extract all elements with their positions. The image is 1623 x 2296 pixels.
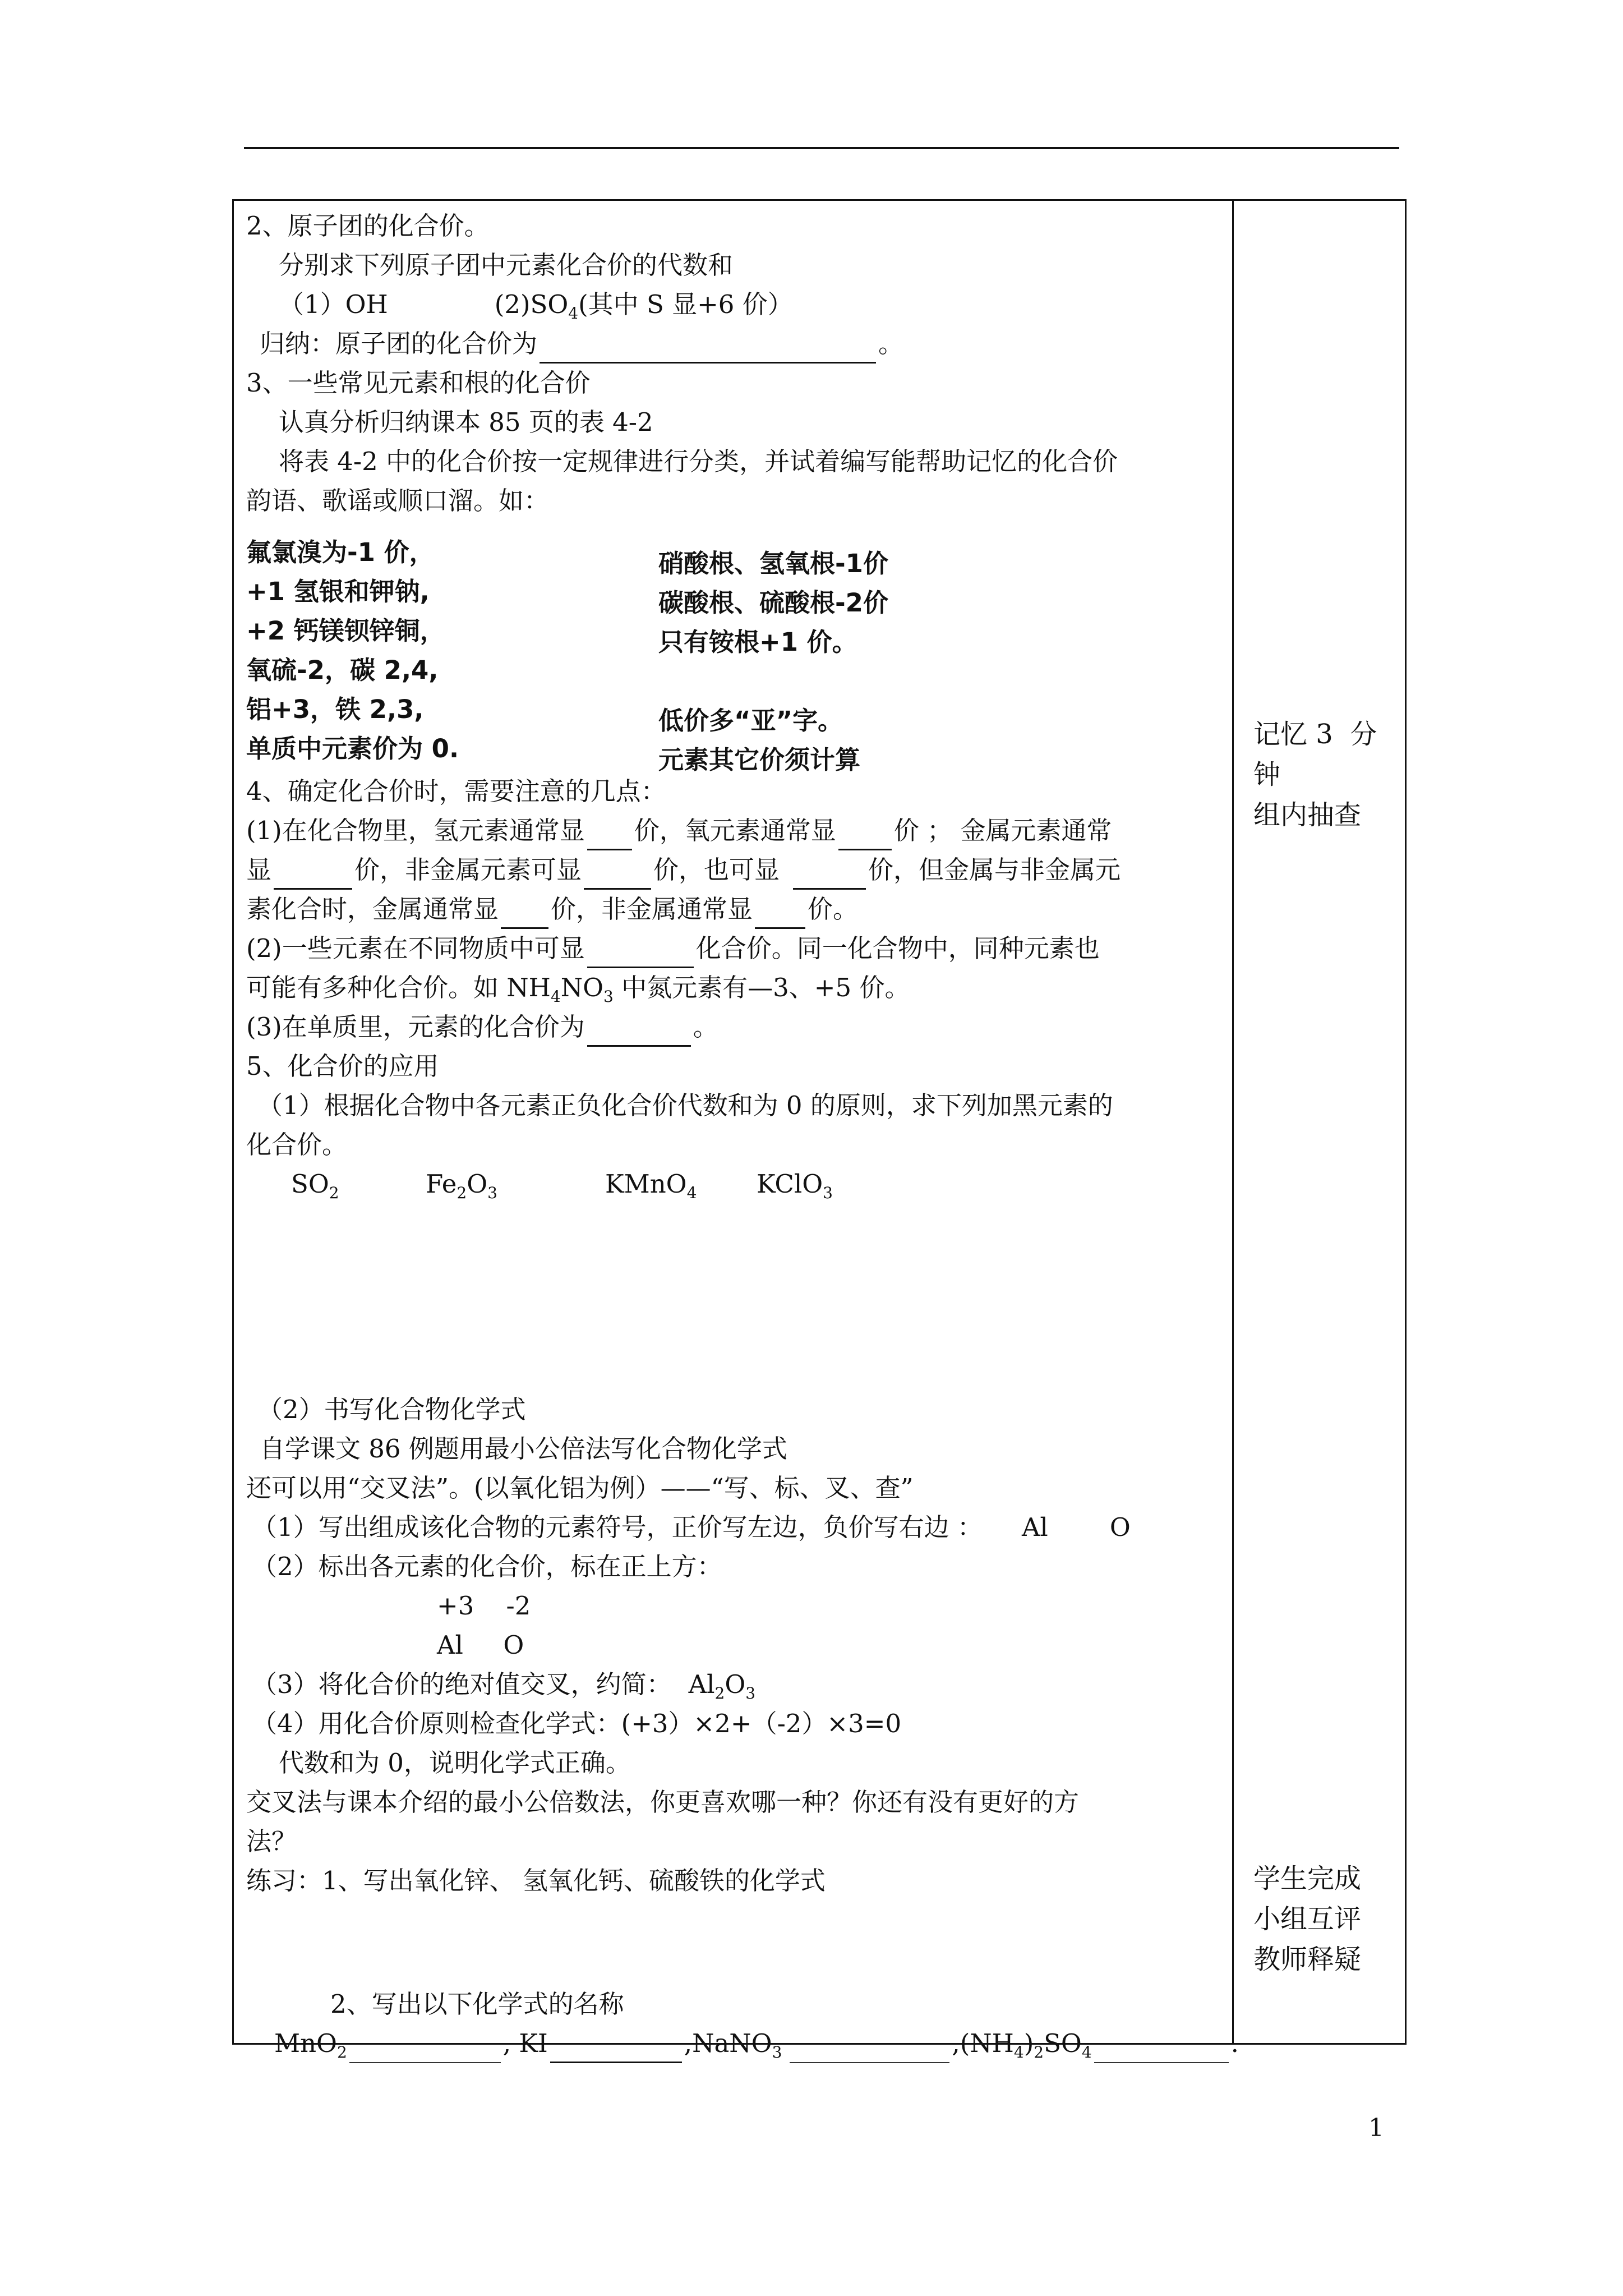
formula-names-line: MnO$_2$ , KI ,NaNO$_3$ $,(NH_4)_2SO_4$ . xyxy=(274,2024,1239,2063)
side-note: 小组互评 xyxy=(1253,1903,1362,1935)
instruction-line: 分别求下列原子团中元素化合价的代数和 xyxy=(279,250,734,280)
rhyme-line: 氧硫-2，碳 2,4, xyxy=(246,655,439,685)
rhyme-line: +1 氢银和钾钠, xyxy=(246,577,430,606)
section-application-heading: 5、化合价的应用 xyxy=(246,1051,439,1081)
answer-blank[interactable] xyxy=(587,941,694,968)
answer-blank[interactable] xyxy=(584,862,651,890)
side-note: 教师释疑 xyxy=(1253,1944,1362,1975)
section-notes-heading: 4、确定化合价时，需要注意的几点： xyxy=(246,776,666,806)
instruction-line: 认真分析归纳课本 85 页的表 4-2 xyxy=(279,407,653,437)
answer-blank[interactable] xyxy=(349,2036,501,2063)
answer-blank[interactable] xyxy=(540,336,876,364)
step-line: （3）将化合价的绝对值交叉，约简： $Al_2O_3$ xyxy=(252,1669,756,1703)
instruction-line: 将表 4-2 中的化合价按一定规律进行分类，并试着编写能帮助记忆的化合价 xyxy=(279,447,1118,476)
answer-blank[interactable] xyxy=(587,1019,691,1047)
rhyme-line: 单质中元素价为 0. xyxy=(246,734,459,763)
column-divider xyxy=(1232,201,1234,2043)
formula-kmno4: KMnO$_4$ xyxy=(605,1169,697,1202)
teacher-notes-column xyxy=(1253,201,1399,2043)
rhyme-line: 元素其它价须计算 xyxy=(658,745,861,775)
side-note: 记忆 3 分 xyxy=(1253,719,1377,750)
step-line: （2）标出各元素的化合价，标在正上方： xyxy=(252,1552,722,1581)
valence-marks: +3 -2 xyxy=(437,1591,531,1621)
side-note: 学生完成 xyxy=(1253,1863,1362,1894)
answer-blank[interactable] xyxy=(790,2036,949,2063)
step-line: （4）用化合价原则检查化学式：(+3）×2+（-2）×3=0 xyxy=(252,1709,902,1738)
answer-blank[interactable] xyxy=(838,823,892,850)
section-atomic-group-heading: 2、原子团的化合价。 xyxy=(246,211,490,241)
exercise-line: 练习：1、写出氧化锌、 氢氧化钙、硫酸铁的化学式 xyxy=(246,1866,826,1895)
subsection-heading: （2）书写化合物化学式 xyxy=(257,1395,526,1424)
fill-in-line: (3)在单质里，元素的化合价为 。 xyxy=(246,1007,718,1047)
fill-in-line: (2)一些元素在不同物质中可显 化合价。同一化合物中，同种元素也 xyxy=(246,929,1100,968)
exercise-oh-so4: （1）OH $(2)SO_4$(其中 S 显+6 价） xyxy=(279,289,793,323)
instruction-line: （1）根据化合物中各元素正负化合价代数和为 0 的原则，求下列加黑元素的 xyxy=(257,1091,1113,1120)
summary-line: 归纳：原子团的化合价为 。 xyxy=(260,324,903,364)
question-line: 交叉法与课本介绍的最小公倍数法，你更喜欢哪一种？你还有没有更好的方 xyxy=(246,1787,1080,1817)
rhyme-line: 硝酸根、氢氧根-1价 xyxy=(658,549,888,578)
instruction-line: 化合价。 xyxy=(246,1130,348,1159)
answer-blank[interactable] xyxy=(274,862,352,890)
rhyme-line: 碳酸根、硫酸根-2价 xyxy=(658,588,888,618)
formula-kclo3: KClO$_3$ xyxy=(757,1169,833,1202)
lesson-table xyxy=(232,199,1407,2062)
instruction-line: 韵语、歌谣或顺口溜。如： xyxy=(246,486,550,516)
answer-blank[interactable] xyxy=(587,823,632,850)
rhyme-line: +2 钙镁钡锌铜， xyxy=(246,616,445,646)
side-note: 组内抽查 xyxy=(1253,799,1362,831)
rhyme-line: 铝+3，铁 2,3, xyxy=(246,694,424,724)
element-symbols: Al O xyxy=(437,1630,524,1660)
step-line: 代数和为 0，说明化学式正确。 xyxy=(279,1748,631,1778)
instruction-line: 还可以用“交叉法”。(以氧化铝为例）——“写、标、叉、查” xyxy=(246,1473,914,1503)
side-note: 钟 xyxy=(1253,759,1281,790)
example-line: 可能有多种化合价。如 $NH_4NO_3$ 中氮元素有—3、+5 价。 xyxy=(246,973,910,1006)
question-line: 法？ xyxy=(246,1826,297,1856)
answer-blank[interactable] xyxy=(1094,2036,1229,2063)
answer-blank[interactable] xyxy=(793,862,866,890)
answer-blank[interactable] xyxy=(501,901,548,929)
rhyme-line: 氟氯溴为-1 价， xyxy=(246,537,435,567)
formula-fe2o3: $Fe_2O_3$ xyxy=(426,1169,497,1202)
fill-in-line: (1)在化合物里，氢元素通常显 价，氧元素通常显 价 ； 金属元素通常 xyxy=(246,811,1112,850)
rhyme-line: 只有铵根+1 价。 xyxy=(658,627,857,657)
fill-in-line: 素化合时，金属通常显 价，非金属通常显 价。 xyxy=(246,890,858,929)
main-content-column xyxy=(246,201,1239,2062)
answer-blank[interactable] xyxy=(755,901,805,929)
section-common-valence-heading: 3、一些常见元素和根的化合价 xyxy=(246,368,591,398)
rhyme-line: 低价多“亚”字。 xyxy=(658,706,843,735)
step-line: （1）写出组成该化合物的元素符号，正价写左边，负价写右边 ： Al O xyxy=(252,1512,1131,1542)
answer-blank[interactable] xyxy=(550,2036,682,2063)
instruction-line: 自学课文 86 例题用最小公倍法写化合物化学式 xyxy=(260,1434,787,1464)
exercise-line: 2、写出以下化学式的名称 xyxy=(330,1989,624,2019)
fill-in-line: 显 价，非金属元素可显 价，也可显 价，但金属与非金属元 xyxy=(246,850,1121,890)
header-rule xyxy=(244,147,1399,149)
formula-so2: $SO_2$ xyxy=(291,1169,339,1202)
page-number: 1 xyxy=(1368,2114,1384,2142)
